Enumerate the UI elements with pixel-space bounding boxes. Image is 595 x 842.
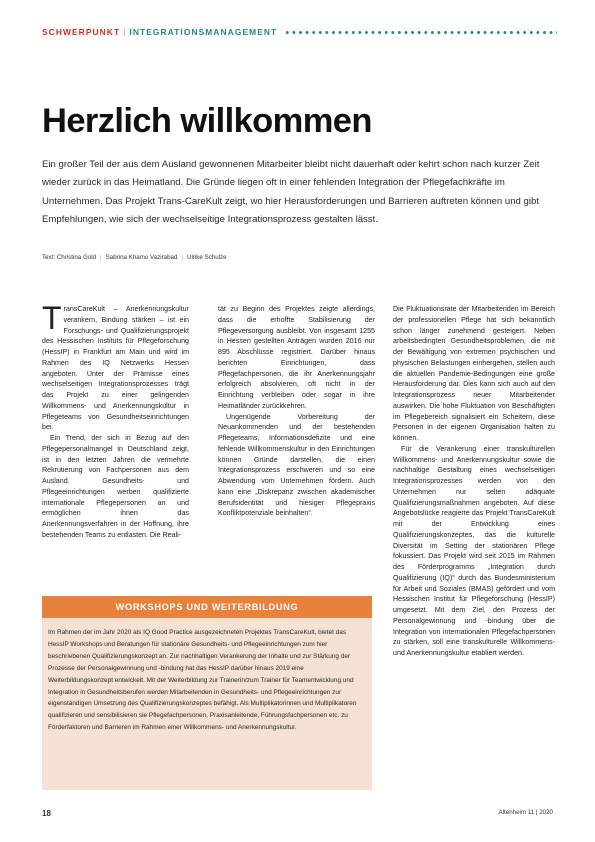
body-paragraph	[42, 304, 189, 433]
article-credits	[42, 253, 227, 263]
dotted-rule	[284, 31, 557, 34]
article-title: Herzlich willkommen	[42, 102, 372, 140]
body-column-2	[218, 304, 375, 584]
kicker-separator: |	[123, 27, 127, 37]
author-name: Ulrike Schulze	[187, 254, 227, 261]
body-paragraph: tät zu Beginn des Projektes zeigte allerdings, dass die erhoffte Stabilisierung der Pflegeversorgung ausbleibt. Von insgesamt 1255 in Hessen gestellten Anträgen wurden 2016 nur 895 Abschlüsse registriert. Darüber hinaus berichten Einrichtungen, dass Pflegefachpersonen, die ihr Anerkennungsjahr erfolgreich absolvieren, oft nicht in der Einrichtung verbleiben oder sogar in ihre Heimatländer zurückkehren.	[218, 305, 375, 410]
info-box-text: Im Rahmen der im Jahr 2020 als IQ Good Practice ausgezeichneten Projektes TransCareKult, bietet das HessIP Workshops und Beratungen für stationäre Gesundheits- und Pflegeeinrichtungen zum hier beschriebenen Qualifizierungskonzept an. Zur nachhaltigen Verankerung der Inhalte und zur Stärkung der Prozesse der Personalgewinnung und -bindung hat das HessIP darüber hinaus 2019 eine Weiterbildungskonzept entwickelt. Mit der Weiterbildung zur Trainerin/zum Trainer für Teamentwicklung und Integration in Gesundheitsberufen werden Mitarbeitenden in Gesundheits- und Pflegeeinrichtungen zur eigenständigen Umsetzung des Qualifizierungskonzeptes befähigt. Als Multiplikatorinnen und Multiplikatoren qualifizieren und sensibilisieren sie Pflegefachpersonen, Praxisanleitende, Führungsfachpersonen etc. zu Förderfaktoren und Barrieren im Rahmen einer Willkommens- und Anerkennungskultur.	[48, 629, 357, 732]
info-box	[42, 618, 372, 790]
body-paragraph: Ungenügende Vorbereitung der Neuankommenden und der bestehenden Pflegeteams, Informationsdefizite und eine fehlende Willkommenskultur in den Einrichtungen können Gründe darstellen, die einen Integrationsprozess erschweren und so eine Abwendung vom Unternehmen fördern. Auch kann eine „Diskrepanz zwischen akademischer Berufsidentität und hiesiger Pflegepraxis Konfliktpotenziale beinhalten“.	[218, 412, 375, 518]
author-name: Christina Gold	[56, 254, 97, 261]
section-kicker	[42, 27, 277, 37]
info-box-title: WORKSHOPS UND WEITERBILDUNG	[115, 602, 299, 612]
credits-prefix: Text:	[42, 254, 56, 261]
body-column-3	[393, 304, 555, 788]
body-paragraph: Die Fluktuationsrate der Mitarbeitenden im Bereich der professionellen Pflege hat sich bekanntlich schon länger zunehmend gesteigert. Neben arbeitsbedingten Gesundheitsproblemen, die mit der Bewältigung von extremen psychischen und physischen Belastungen einhergehen, stellen auch die aktuellen Pandemie-Bedingungen eine große Herausforderung dar. Dies kann sich auch auf den Integrationsprozess neuer Mitarbeitender auswirken. Die hohe Fluktuation von Beschäftigten im Pflegebereich signalisiert ein Scheitern, diese Personen in der eigenen Organisation halten zu können.	[393, 305, 555, 442]
credits-separator: |	[181, 254, 184, 261]
section-header	[42, 25, 557, 39]
magazine-issue: Altenheim 11 | 2020	[498, 809, 553, 816]
info-box-heading	[42, 596, 372, 618]
body-paragraph: Ein Trend, der sich in Bezug auf den Pflegepersonalmangel in Deutschland zeigt, ist in den letzten Jahren die vermehrte Rekrutierung von Fachpersonen aus dem Ausland. Gesundheits- und Pflegeeinrichtungen werben qualifizierte internationale Pflegepersonen an und ermöglichen ihnen das Anerkennungsverfahren in der Hoffnung, ihre bestehenden Teams zu entlasten. Die Reali-	[42, 434, 189, 539]
kicker-primary: SCHWERPUNKT	[42, 27, 121, 37]
body-column-1	[42, 304, 189, 592]
author-name: Sabrina Khamo Vazirabad	[105, 254, 178, 261]
kicker-secondary: INTEGRATIONSMANAGEMENT	[129, 27, 278, 37]
body-paragraph: Für die Verankerung einer transkulturellen Willkommens- und Anerkennungskultur sowie die nachhaltige Gestaltung eines wechselseitigen Integrationsprozesses werden von den Unternehmen nur selten adäquate Qualifizierungsmaßnahmen angeboten. Auf diese Angebotslücke reagierte das Projekt TransCareKult mit der Entwicklung eines Qualifizierungskonzeptes, das die kulturelle Diversität im Setting der stationären Pflege fokussiert. Das Projekt wird seit 2015 im Rahmen des Förderprogramms „Integration durch Qualifizierung (IQ)“ durch das Bundesministerium für Arbeit und Soziales (BMAS) gefördert und vom Hessischen Institut für Pflegeforschung (HessIP) umgesetzt. Mit dem Ziel, den Prozess der Personalgewinnung und -bindung über die Integration von internationalen Pflegefachpersonen zu stärken, soll eine transkulturelle Willkommens- und Anerkennungskultur etabliert werden.	[393, 444, 555, 657]
paragraph-text: ransCareKult – Anerkennungskultur verankern, Bindung stärken – ist ein Forschungs- und Qualifizierungsprojekt des Hessischen Instituts für Pflegeforschung (HessIP) in Frankfurt am Main und wird im Rahmen des IQ Netzwerks Hessen angeboten. Unter der Prämisse eines wechselseitigen Integrationsprozesses trägt das Projekt zu einer gelingenden Willkommens- und Anerkennungskultur in Pflegeteams von Gesundheitseinrichtungen bei.	[42, 305, 189, 432]
page-number: 18	[42, 809, 51, 818]
article-lead: Ein großer Teil der aus dem Ausland gewonnenen Mitarbeiter bleibt nicht dauerhaft oder kehrt schon nach kurzer Zeit wieder zurück in das Heimatland. Die Gründe liegen oft in einer fehlenden Integration der Pflegefachkräfte im Unternehmen. Das Projekt Trans-CareKult zeigt, wo hier Herausforderungen und Barrieren auftreten können und gibt Empfehlungen, wie sich der wechselseitige Integrationsprozess gestalten lässt.	[42, 159, 540, 226]
drop-cap: T	[42, 304, 62, 336]
credits-separator: |	[100, 254, 102, 261]
